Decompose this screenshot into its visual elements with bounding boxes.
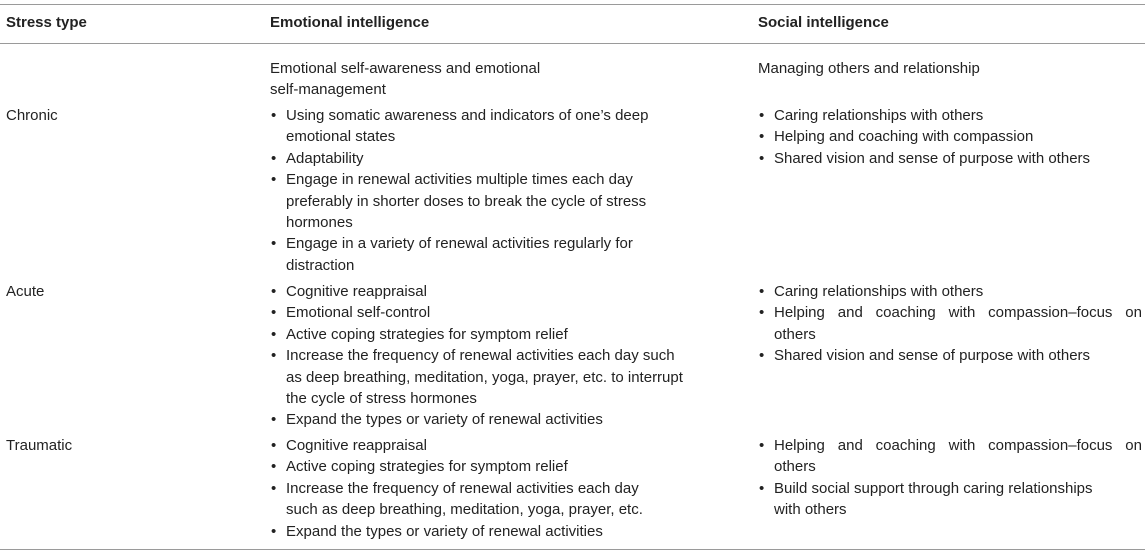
subheader-social: Managing others and relationship xyxy=(758,60,980,77)
acute-social-cell xyxy=(758,281,1142,367)
subheader-emotional: Emotional self-awareness and emotional self-management xyxy=(270,60,541,99)
list-item: • Using somatic awareness and indicators of one’s deep emotional states xyxy=(271,107,649,146)
list-item: • Build social support through caring relationships with others xyxy=(759,479,1093,519)
list-item: • Helping and coaching with compassion–focus on others xyxy=(759,437,1142,476)
bullet-icon: • xyxy=(271,235,277,253)
bullet-icon: • xyxy=(271,107,277,124)
bullet-icon: • xyxy=(271,149,277,167)
acute-emotional-cell xyxy=(270,281,683,431)
stress-type-acute: Acute xyxy=(6,283,45,300)
bullet-icon: • xyxy=(759,304,765,322)
table-header-rule xyxy=(0,43,1145,44)
stress-type-chronic: Chronic xyxy=(6,107,58,124)
bullet-icon: • xyxy=(271,479,277,497)
list-item: • Helping and coaching with compassion–focus on others xyxy=(759,304,1142,343)
list-item: • Emotional self-control xyxy=(270,302,670,323)
list-item: • Cognitive reappraisal xyxy=(270,281,670,302)
bullet-icon: • xyxy=(759,437,765,454)
bullet-icon: • xyxy=(759,347,765,365)
list-item: • Cognitive reappraisal xyxy=(270,435,670,456)
chronic-emotional-cell xyxy=(270,105,670,276)
list-item: • Caring relationships with others xyxy=(758,281,1142,302)
bullet-icon: • xyxy=(271,458,277,476)
bullet-icon: • xyxy=(759,107,765,124)
list-item: • Shared vision and sense of purpose with others xyxy=(758,148,1142,169)
list-item: • Active coping strategies for symptom relief xyxy=(270,324,670,345)
list-item: • Active coping strategies for symptom relief xyxy=(270,456,670,477)
header-stress-type: Stress type xyxy=(6,14,87,31)
list-item: • Shared vision and sense of purpose with others xyxy=(758,345,1142,366)
bullet-icon: • xyxy=(271,171,277,189)
chronic-social-cell xyxy=(758,105,1142,169)
bullet-icon: • xyxy=(759,283,765,300)
bullet-icon: • xyxy=(271,347,277,365)
bullet-icon: • xyxy=(271,437,277,454)
bullet-icon: • xyxy=(759,479,765,497)
bullet-icon: • xyxy=(271,411,277,429)
bullet-icon: • xyxy=(271,304,277,322)
traumatic-social-cell xyxy=(758,435,1142,521)
table-bottom-rule xyxy=(0,549,1145,550)
list-item: • Adaptability xyxy=(270,148,670,169)
bullet-icon: • xyxy=(271,325,277,343)
header-emotional-intelligence: Emotional intelligence xyxy=(270,14,430,31)
bullet-icon: • xyxy=(759,149,765,167)
list-item: • Helping and coaching with compassion xyxy=(758,126,1142,147)
list-item: • Increase the frequency of renewal activities each day such as deep breathing, meditation, yoga, prayer, etc. to interrupt the cycle of stress hormones xyxy=(271,347,683,408)
table-top-rule xyxy=(0,4,1145,5)
bullet-icon: • xyxy=(271,522,277,540)
traumatic-emotional-cell xyxy=(270,435,670,542)
bullet-icon: • xyxy=(271,283,277,300)
stress-type-traumatic: Traumatic xyxy=(6,437,73,454)
list-item: • Expand the types or variety of renewal activities xyxy=(270,409,670,430)
list-item: • Expand the types or variety of renewal activities xyxy=(270,521,670,542)
header-social-intelligence: Social intelligence xyxy=(758,14,889,31)
list-item: • Caring relationships with others xyxy=(758,105,1142,126)
bullet-icon: • xyxy=(759,128,765,146)
list-item: • Increase the frequency of renewal activities each day such as deep breathing, meditation, yoga, prayer, etc. xyxy=(271,479,643,519)
list-item: • Engage in a variety of renewal activities regularly for distraction xyxy=(271,235,633,274)
list-item: • Engage in renewal activities multiple times each day preferably in shorter doses to break the cycle of stress hormones xyxy=(271,171,647,232)
